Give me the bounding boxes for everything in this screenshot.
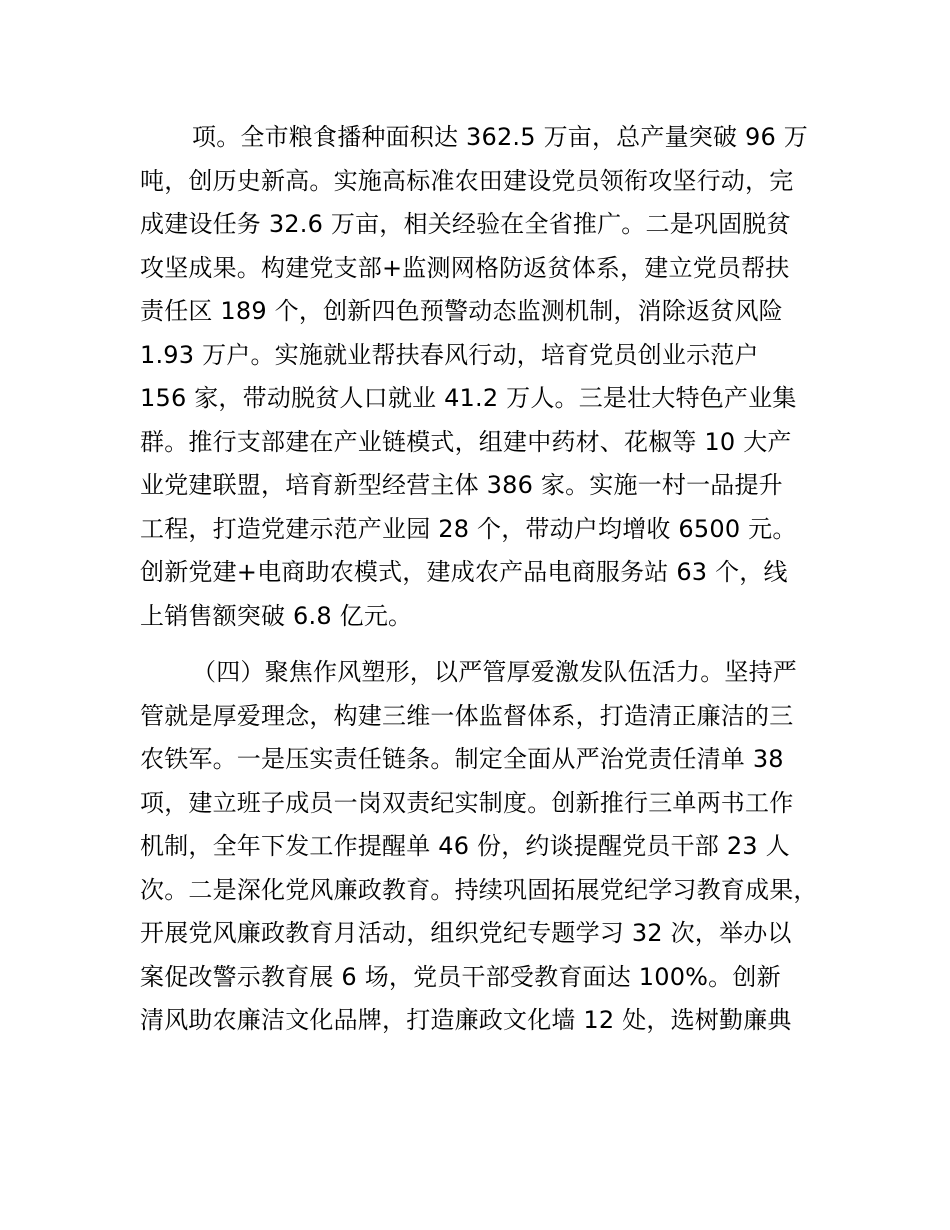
text-line: 成建设任务 32.6 万亩，相关经验在全省推广。二是巩固脱贫 [140, 210, 791, 238]
text-line: 开展党风廉政教育月活动，组织党纪专题学习 32 次，举办以 [140, 919, 792, 947]
text-line: 攻坚成果。构建党支部+监测网格防返贫体系，建立党员帮扶 [140, 253, 790, 282]
text-line: 吨，创历史新高。实施高标准农田建设党员领衔攻坚行动，完 [140, 166, 794, 195]
text-line: 156 家，带动脱贫人口就业 41.2 万人。三是壮大特色产业集 [140, 384, 797, 412]
paragraph-section-four [140, 651, 830, 1043]
text-line: 创新党建+电商助农模式，建成农产品电商服务站 63 个，线 [140, 558, 788, 586]
text-line: 上销售额突破 6.8 亿元。 [140, 601, 413, 630]
text-line: 项。全市粮食播种面积达 362.5 万亩，总产量突破 96 万 [192, 123, 808, 151]
text-line: 农铁军。一是压实责任链条。制定全面从严治党责任清单 38 [140, 745, 784, 773]
document-body [140, 116, 830, 1043]
text-line: 1.93 万户。实施就业帮扶春风行动，培育党员创业示范户 [140, 340, 759, 369]
text-line: 清风助农廉洁文化品牌，打造廉政文化墙 12 处，选树勤廉典 [140, 1006, 792, 1034]
text-line: 机制，全年下发工作提醒单 46 份，约谈提醒党员干部 23 人 [140, 832, 790, 860]
text-line: 案促改警示教育展 6 场，党员干部受教育面达 100%。创新 [140, 962, 781, 991]
text-line: 管就是厚爱理念，构建三维一体监督体系，打造清正廉洁的三 [140, 701, 794, 730]
paragraph-continued [140, 116, 830, 638]
text-line: 项，建立班子成员一岗双责纪实制度。创新推行三单两书工作 [140, 788, 794, 817]
text-line: 次。二是深化党风廉政教育。持续巩固拓展党纪学习教育成果， [140, 875, 818, 904]
section-heading-line: （四）聚焦作风塑形，以严管厚爱激发队伍活力。坚持严 [192, 658, 797, 686]
text-line: 工程，打造党建示范产业园 28 个，带动户均增收 6500 元。 [140, 514, 797, 543]
text-line: 业党建联盟，培育新型经营主体 386 家。实施一村一品提升 [140, 471, 783, 499]
text-line: 责任区 189 个，创新四色预警动态监测机制，消除返贫风险 [140, 297, 783, 325]
text-line: 群。推行支部建在产业链模式，组建中药材、花椒等 10 大产 [140, 427, 792, 456]
